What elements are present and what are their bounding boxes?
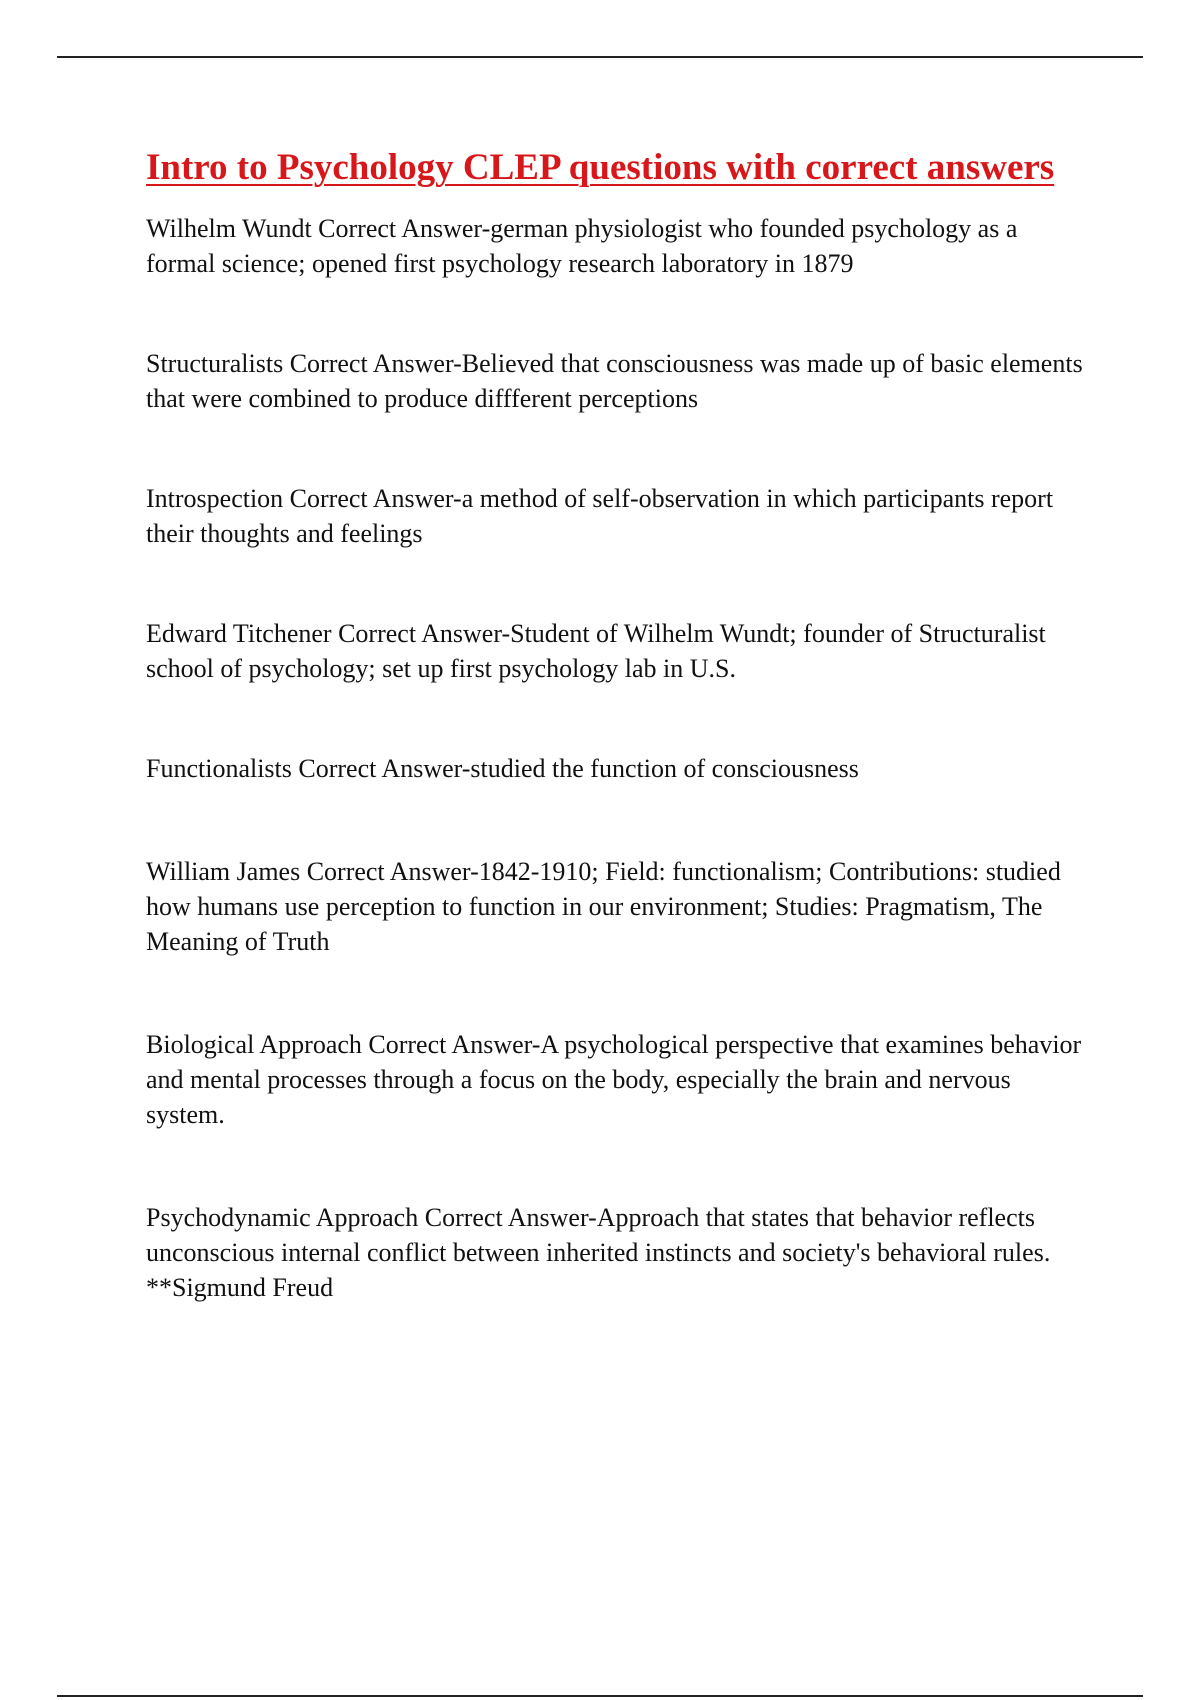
entry-william-james: William James Correct Answer-1842-1910; Field: functionalism; Contributions: studied how humans use perception to function in our environment; Studies: Pragmatism, The Meaning of Truth [146, 857, 1061, 956]
entry-biological-approach: Biological Approach Correct Answer-A psychological perspective that examines behavior and mental processes through a focus on the body, especially the brain and nervous system. [146, 1030, 1082, 1129]
footer-rule [57, 1695, 1143, 1697]
entry-introspection: Introspection Correct Answer-a method of self-observation in which participants report their thoughts and feelings [146, 484, 1054, 548]
entry-edward-titchener: Edward Titchener Correct Answer-Student of Wilhelm Wundt; founder of Structuralist school of psychology; set up first psychology lab in U.S. [146, 619, 1046, 683]
entry-functionalists: Functionalists Correct Answer-studied the function of consciousness [146, 754, 859, 783]
header-rule [57, 56, 1143, 58]
entry-structuralists: Structuralists Correct Answer-Believed that consciousness was made up of basic elements that were combined to produce diffferent perceptions [146, 349, 1083, 413]
entry-wilhelm-wundt: Wilhelm Wundt Correct Answer-german physiologist who founded psychology as a formal science; opened first psychology research laboratory in 1879 [146, 214, 1018, 278]
entry-psychodynamic-approach: Psychodynamic Approach Correct Answer-Approach that states that behavior reflects unconscious internal conflict between inherited instincts and society's behavioral rules. **Sigmund Freud [146, 1203, 1051, 1302]
document-title: Intro to Psychology CLEP questions with correct answers [146, 147, 1055, 188]
document-body [146, 142, 1086, 1305]
